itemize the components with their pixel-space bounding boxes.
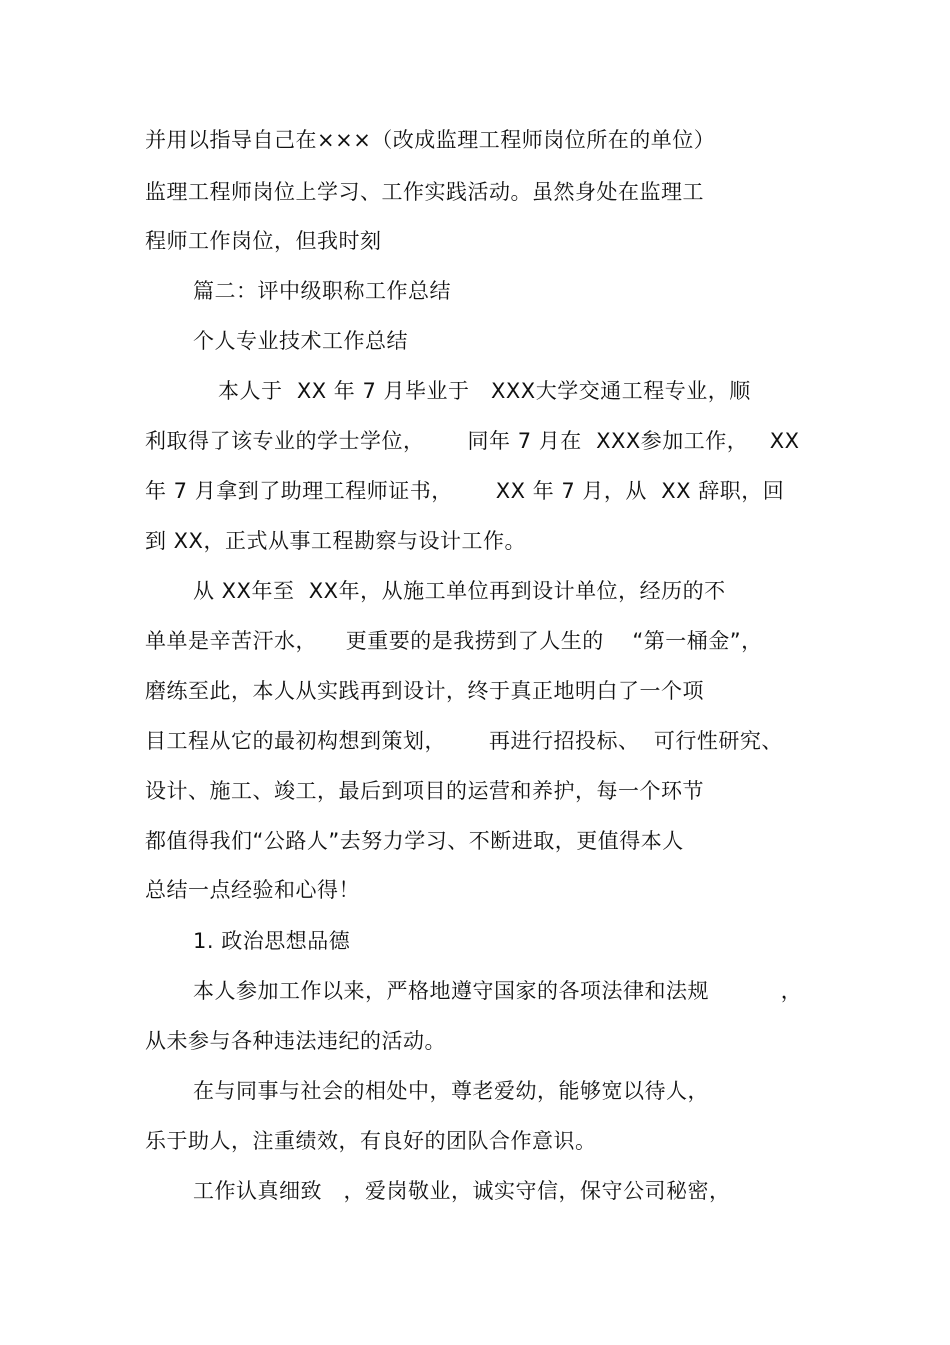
text-line: 从 XX年至 XX年，从施工单位再到设计单位，经历的不	[193, 579, 726, 603]
text-line: 监理工程师岗位上学习、工作实践活动。虽然身处在监理工	[145, 180, 704, 204]
text-line: 设计、施工、竣工，最后到项目的运营和养护，每一个环节	[145, 779, 704, 803]
text-line: 年 7 月拿到了助理工程师证书， XX 年 7 月，从 XX 辞职，回	[145, 479, 785, 503]
text-line: 到 XX，正式从事工程勘察与设计工作。	[145, 529, 526, 553]
text-line: 本人于 XX 年 7 月毕业于 XXX大学交通工程专业，顺	[218, 379, 751, 403]
text-line: 乐于助人，注重绩效，有良好的团队合作意识。	[145, 1129, 597, 1153]
section-heading: 篇二：评中级职称工作总结	[193, 279, 451, 303]
text-line: 磨练至此，本人从实践再到设计，终于真正地明白了一个项	[145, 679, 704, 703]
text-line: 单单是辛苦汗水， 更重要的是我捞到了人生的 “第一桶金”，	[145, 629, 763, 653]
text-line: 本人参加工作以来，严格地遵守国家的各项法律和法规 ，	[193, 979, 803, 1003]
text-line: 都值得我们“公路人”去努力学习、不断进取，更值得本人	[145, 829, 684, 853]
text-line: 在与同事与社会的相处中，尊老爱幼，能够宽以待人，	[193, 1079, 709, 1103]
text-line: 目工程从它的最初构想到策划， 再进行招投标、 可行性研究、	[145, 729, 783, 753]
text-line: 工作认真细致 ，爱岗敬业，诚实守信，保守公司秘密，	[193, 1179, 731, 1203]
text-line: 利取得了该专业的学士学位， 同年 7 月在 XXX参加工作， XX	[145, 429, 800, 453]
text-line: 总结一点经验和心得！	[145, 878, 360, 902]
section-subheading: 个人专业技术工作总结	[193, 329, 408, 353]
text-line: 并用以指导自己在×××（改成监理工程师岗位所在的单位）	[145, 128, 716, 152]
numbered-heading: 1. 政治思想品德	[193, 929, 351, 953]
text-line: 从未参与各种违法违纪的活动。	[145, 1029, 446, 1053]
text-line: 程师工作岗位，但我时刻	[145, 229, 382, 253]
